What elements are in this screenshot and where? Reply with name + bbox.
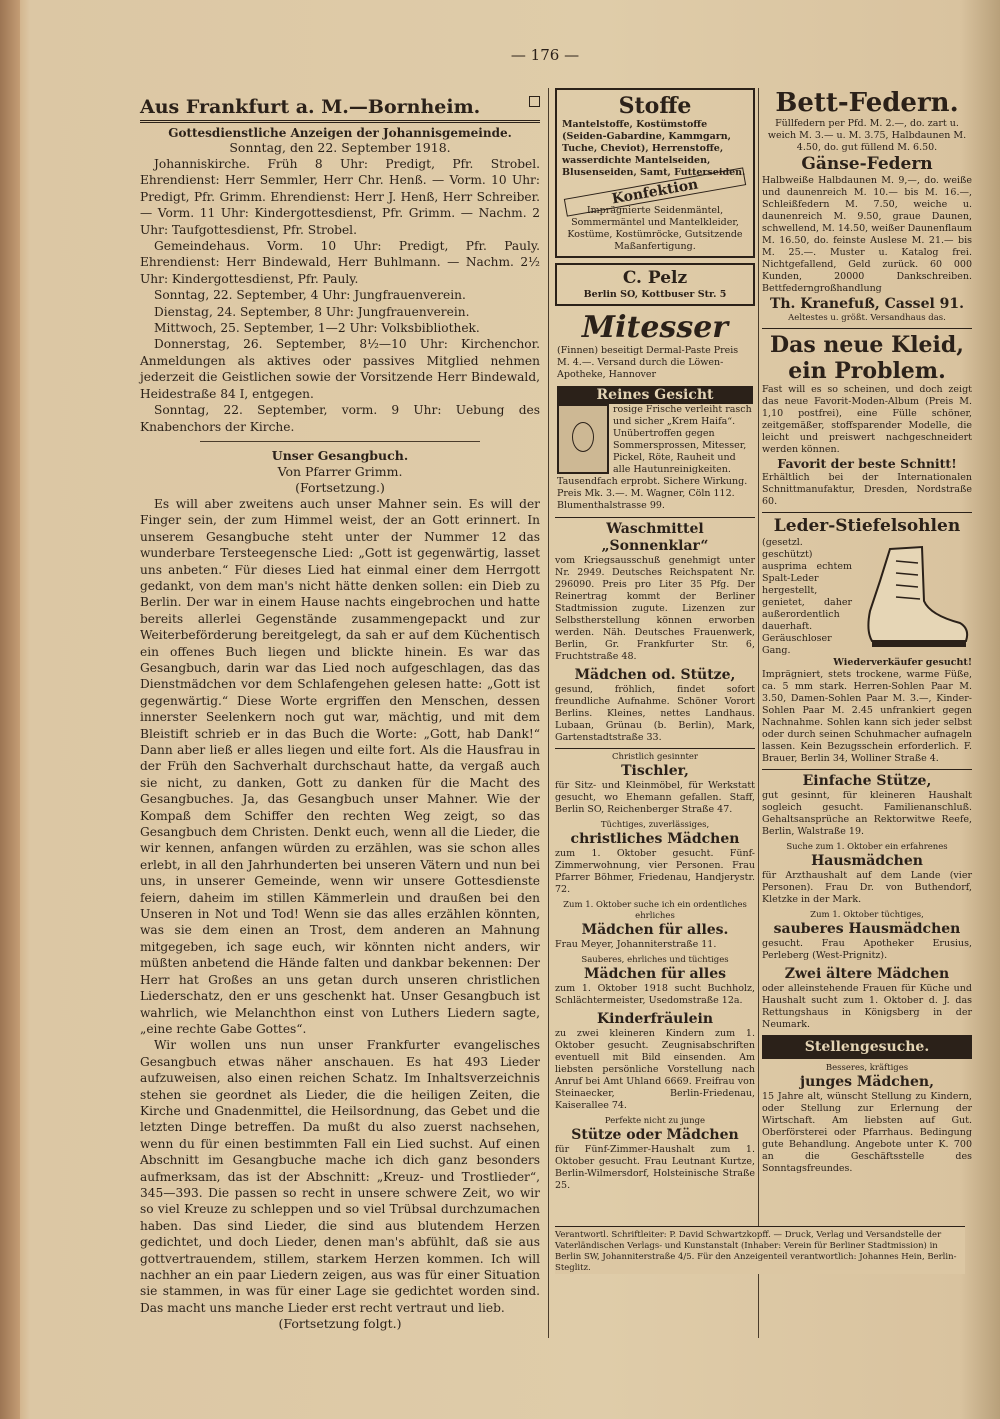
notice-paragraph: Gemeindehaus. Vorm. 10 Uhr: Predigt, Pfr. Pauly. Ehrendienst: Herr Bindewald, Herr Buhlmann. — Nachm. 2½ Uhr: Kindergottesdienst, Pfr. Pauly. — [140, 239, 540, 286]
ad-title: Mädchen für alles. — [581, 922, 729, 938]
ad-title: Einfache Stütze, — [802, 773, 932, 789]
ad-stoffe — [555, 88, 755, 258]
ad-konfektion-label: Konfektion — [564, 167, 746, 216]
article-author: Von Pfarrer Grimm. — [277, 463, 403, 479]
divider — [200, 441, 480, 442]
ad-title: Zwei ältere Mädchen — [784, 966, 950, 982]
ad-title: Das neue Kleid, — [770, 332, 964, 358]
column-rule — [548, 88, 549, 1338]
article-paragraph: Wir wollen uns nun unser Frankfurter evangelisches Gesangbuch etwas näher anschauen. Es hat 493 Lieder aufzuweisen, also einen reichen Schatz. Im Inhaltsverzeichnis stehen sie geordnet als Lieder, die die heiligen Zeiten, die Kirche und Gnadenmittel, die Heilsordnung, das Gebet und die letzten Dinge betreffen. Da mußt du also zuerst nachsehen, wenn du für einen bestimmten Fall ein Lied suchst. Auf einen Abschnitt im Gesangbuche mache ich dich ganz besonders aufmerksam, das ist der Abschnitt: „Kreuz- und Trostlieder“, 345—393. Die passen so recht in unsere schwere Zeit, wo wir so viel Kreuze zu schleppen und so viel Trübsal durchzumachen haben. Das sind Lieder, die sind aus blutendem Herzen gedichtet, und doch Lieder, denen man's abfühlt, daß sie aus gottvertrauendem, stillem, starkem Herzen kommen. Ich will nachher an ein paar Liedern zeigen, aus was für einer Situation sie stammen, in was für einer Lage sie gedichtet worden sind. Das macht uns manche Lieder erst recht vertraut und lieb. — [140, 1038, 540, 1315]
notices-subheading: Gottesdienstliche Anzeigen der Johannisgemeinde. — [168, 126, 512, 140]
ad-pretitle: Christlich gesinnter — [612, 752, 698, 762]
ad-text: 15 Jahre alt, wünscht Stellung zu Kindern, oder Stellung zur Erlernung der Wirtschaft. Am liebsten auf Gut. Oberförsterei oder Pfarrhaus. Bedingung gute Behandlung. Angebote unter K. 700 an die Geschäftsstelle des Sonntagsfreundes. — [762, 1091, 972, 1174]
ad-text: vom Kriegsausschuß genehmigt unter Nr. 2949. Deutsches Reichspatent Nr. 296090. Preis pro Liter 35 Pfg. Der Reinertrag kommt der Berliner Stadtmission zugute. Lizenzen zur Selbstherstellung können erworben werden. Näh. Deutsches Frauenwerk, Berlin, Gr. Frankfurter Str. 6, Fruchtstraße 48. — [555, 555, 755, 662]
shoe-illustration-wrap — [762, 537, 972, 657]
ad-title: Hausmädchen — [811, 853, 923, 869]
ad-sauberes-hausmaedchen — [762, 910, 972, 962]
ad-title: christliches Mädchen — [570, 831, 740, 847]
notice-paragraph: Sonntag, 22. September, vorm. 9 Uhr: Uebung des Knabenchors der Kirche. — [140, 403, 540, 434]
boot-icon — [852, 541, 972, 657]
ad-text: (gesetzl. geschützt) ausprima echtem Spalt-Leder hergestellt, genietet, daher außerordentlich dauerhaft. Geräuschloser Gang. — [762, 537, 852, 656]
ad-pelz — [555, 263, 755, 306]
ad-title: ein Problem. — [788, 358, 946, 384]
ad-text: Füllfedern per Pfd. M. 2.—, do. zart u. weich M. 3.— u. M. 3.75, Halbdaunen M. 4.50, do. gut füllend M. 6.50. — [767, 118, 967, 153]
ad-text: (Finnen) beseitigt Dermal-Paste Preis M. 4.—. Versand durch die Löwen-Apotheke, Hannover — [557, 345, 739, 380]
ad-title: Stütze oder Mädchen — [571, 1127, 739, 1143]
ad-text: Imprägniert, stets trockene, warme Füße, ca. 5 mm stark. Herren-Sohlen Paar M. 3.50, Damen-Sohlen Paar M. 3.—, Kinder-Sohlen Paar M. 2.45 unfrankiert gegen Nachnahme. Sohlen kann sich jeder selbst oder durch seinen Schuhmacher aufnageln lassen. Kein Bezugsschein erforderlich. F. Brauer, Berlin 34, Wolliner Straße 4. — [762, 669, 972, 764]
ad-title: Leder-Stiefelsohlen — [773, 516, 961, 536]
ad-pretitle: Perfekte nicht zu junge — [604, 1116, 706, 1126]
ad-text: zum 1. Oktober gesucht. Fünf-Zimmerwohnung, vier Personen. Frau Pfarrer Böhmer, Friedenau, Handjerystr. 72. — [555, 848, 755, 895]
ad-text: zu zwei kleineren Kindern zum 1. Oktober gesucht. Zeugnisabschriften eventuell mit Bild einsenden. Am liebsten persönliche Vorstellung nach Anruf bei Amt Uhland 6669. Freifrau von Steinaecker, Berlin-Friedenau, Kaiserallee 74. — [555, 1028, 755, 1111]
section-heading-text: Aus Frankfurt a. M.—Bornheim. — [140, 96, 481, 118]
ad-title: Gänse-Federn — [801, 154, 933, 174]
article-paragraph: Es will aber zweitens auch unser Mahner sein. Es will der Finger sein, der zum Himmel weist, der an Gott erinnert. In unserem Gesangbuche steht unter der Nummer 12 das wunderbare Tersteegensche Lied: „Gott ist gegenwärtig, lasset uns anbeten.“ Für dieses Lied hat einmal einer dem Herrgott gedankt, von dem man's nicht hätte denken sollen: ein Dieb zu Berlin. Der war in einem Hause nachts eingebrochen und hatte bereits allerlei Gegenstände zusammengepackt und zur Weiterbeförderung bereitgelegt, da sah er auf dem Küchentisch ein offenes Buch liegen und blickte hinein. Es war das Gesangbuch, darin war das Lied noch aufgeschlagen, das das Dienstmädchen vor dem Schlafengehen gelesen hatte: „Gott ist gegenwärtig.“ Diese Worte ergriffen den Menschen, dessen innerster Seelenkern noch gut war, mächtig, und mit dem Bleistift schrieb er in das Buch die Worte: „Gott, hab Dank!“ Dann aber ließ er alles liegen und eilte fort. Als die Hausfrau in der Früh den Sachverhalt durchschaut hatte, da vergaß auch sie nicht, zu danken, Gott zu danken für die Macht des Gesangbuches. Ja, das Gesangbuch unser Mahner. Wie der Kompaß dem Schiffer den rechten Weg zeigt, so das Gesangbuch dem Christen. Denkt euch, wenn all die Lieder, die wir kennen, anfangen würden zu erzählen, was sie schon alles erlebt, in all den Jahrhunderten bei unseren Vätern und nun bei uns, in unserer Gemeinde, wenn wir unsere Gottesdienste feiern, daheim im stillen Kämmerlein und draußen bei den Unseren in Not und Tod! Wenn sie das alles erzählen könnten, was sie dem einen an Trost, dem anderen an Mahnung mitgegeben, ich sage euch, wir könnten nicht anders, wir müßten anbetend die Hände falten und dankbar bekennen: Der Herr hat Großes an uns getan durch unseren christlichen Liederschatz, den er uns geschenkt hat. Unser Gesangbuch ist wahrlich, wie Melanchthon einst von Luthers Liedern sagte, „eine rechte Gabe Gottes“. — [140, 496, 540, 1036]
ad-stuetze-oder-maedchen — [555, 1116, 755, 1192]
book-binding — [0, 0, 20, 1419]
stellengesuche-banner: Stellengesuche. — [762, 1035, 972, 1059]
ad-slogan: Favorit der beste Schnitt! — [777, 456, 957, 471]
article-continuation: (Fortsetzung.) — [295, 479, 385, 495]
ad-text: für Fünf-Zimmer-Haushalt zum 1. Oktober gesucht. Frau Leutnant Kurtze, Berlin-Wilmersdorf, Holsteinische Straße 25. — [555, 1144, 755, 1191]
ad-bettfedern — [762, 88, 972, 324]
ad-einfache-stuetze — [762, 769, 972, 838]
ad-waschmittel — [555, 517, 755, 663]
ad-title: Waschmittel „Sonnenklar“ — [601, 521, 709, 554]
ad-text: gesucht. Frau Apotheker Erusius, Perleberg (West-Prignitz). — [762, 938, 972, 961]
ad-leder-sohlen — [762, 512, 972, 765]
ad-text: Frau Meyer, Johanniterstraße 11. — [555, 939, 717, 950]
ad-text: für Arzthaushalt auf dem Lande (vier Personen). Frau Dr. von Buthendorf, Kletzke in der Mark. — [762, 870, 972, 905]
ad-neues-kleid — [762, 328, 972, 508]
notice-paragraph: Donnerstag, 26. September, 8½—10 Uhr: Kirchenchor. Anmeldungen als aktives oder passives Mitglied nehmen jederzeit die Geistlichen sowie der Vorsitzende Herr Bindewald, Heidestraße 84 I, entgegen. — [140, 337, 540, 401]
ad-slogan: Wiederverkäufer gesucht! — [833, 657, 972, 668]
ad-pretitle: Zum 1. Oktober suche ich ein ordentliches ehrliches — [563, 900, 747, 921]
ad-hausmaedchen — [762, 842, 972, 906]
ad-zwei-aeltere-maedchen — [762, 966, 972, 1031]
ad-mitesser — [555, 311, 755, 381]
page-number: — 176 — — [510, 46, 580, 64]
ad-kinderfraeulein — [555, 1011, 755, 1112]
ad-title: Mädchen od. Stütze, — [574, 667, 736, 683]
ad-text: Mantelstoffe, Kostümstoffe (Seiden-Gabardine, Kammgarn, Tuche, Cheviot), Herrenstoffe, wasserdichte Mantelseiden, Blusenseiden, Samt, Futterseiden. — [562, 119, 746, 178]
ad-title: Reines Gesicht — [557, 386, 753, 404]
ad-title: C. Pelz — [622, 268, 688, 288]
ad-title: Mitesser — [581, 310, 729, 345]
ad-title: Kinderfräulein — [596, 1011, 714, 1027]
ad-christliches-maedchen — [555, 820, 755, 896]
ad-text: oder alleinstehende Frauen für Küche und Haushalt sucht zum 1. Oktober d. J. das Rettungshaus in Königsberg in der Neumark. — [762, 983, 972, 1030]
ad-pretitle: Zum 1. Oktober tüchtiges, — [810, 910, 924, 920]
ads-column-right — [762, 88, 972, 1328]
face-illustration — [557, 404, 609, 474]
square-box-icon — [529, 96, 540, 107]
ad-text: Imprägnierte Seidenmäntel, Sommermäntel und Mantelkleider, Kostüme, Kostümröcke, Gutsitzende Maßanfertigung. — [567, 205, 743, 252]
ad-junges-maedchen — [762, 1063, 972, 1175]
ad-company-sub: Aeltestes u. größt. Versandhaus das. — [788, 313, 946, 323]
section-heading — [140, 96, 540, 123]
ad-pretitle: Besseres, kräftiges — [825, 1063, 909, 1073]
article-end: (Fortsetzung folgt.) — [278, 1316, 402, 1332]
ad-pretitle: Suche zum 1. Oktober ein erfahrenes — [786, 842, 948, 852]
ad-title: Tischler, — [621, 763, 689, 779]
ad-maedchen-stuetze — [555, 667, 755, 744]
article-title: Unser Gesangbuch. — [271, 447, 409, 463]
notice-paragraph: Mittwoch, 25. September, 1—2 Uhr: Volksbibliothek. — [154, 321, 480, 336]
ad-title: junges Mädchen, — [800, 1074, 934, 1090]
ad-tischler — [555, 748, 755, 816]
ad-title: Bett-Federn. — [775, 88, 959, 118]
ad-text: für Sitz- und Kleinmöbel, für Werkstatt gesucht, wo Ehemann gefallen. Staff, Berlin SO, Reichenberger Straße 47. — [555, 780, 755, 815]
ad-title: Mädchen für alles — [584, 966, 726, 982]
ad-pretitle: Sauberes, ehrliches und tüchtiges — [581, 955, 729, 965]
notice-paragraph: Johanniskirche. Früh 8 Uhr: Predigt, Pfr. Strobel. Ehrendienst: Herr Semmler, Herr Chr. Henß. — Vorm. 10 Uhr: Predigt, Pfr. Grimm. Ehrendienst: Herr J. Henß, Herr Schreiber. — Vorm. 11 Uhr: Kindergottesdienst, Pfr. Grimm. — Nachm. 2 Uhr: Taufgottesdienst, Pfr. Strobel. — [140, 157, 540, 237]
ad-title: sauberes Hausmädchen — [773, 921, 961, 937]
ad-text: gut gesinnt, für kleineren Haushalt sogleich gesucht. Familienanschluß. Gehaltsansprüche an Rektorwitwe Reefe, Berlin, Walstraße 19. — [762, 790, 972, 837]
ad-text: gesund, fröhlich, findet sofort freundliche Aufnahme. Schöner Vorort Berlins. Kleines, nettes Landhaus. Lubaan, Grünau (b. Berlin), Mark, Gartenstadtstraße 33. — [555, 684, 755, 743]
ads-column-middle — [555, 88, 755, 1348]
notice-paragraph: Sonntag, 22. September, 4 Uhr: Jungfrauenverein. — [154, 288, 466, 303]
ad-address: Berlin SO, Kottbuser Str. 5 — [583, 289, 727, 300]
notice-paragraph: Dienstag, 24. September, 8 Uhr: Jungfrauenverein. — [154, 304, 470, 319]
ad-company: Th. Kranefuß, Cassel 91. — [769, 296, 965, 312]
ad-text: Erhältlich bei der Internationalen Schnittmanufaktur, Dresden, Nordstraße 60. — [762, 472, 972, 507]
column-rule — [758, 88, 759, 1338]
notices-date: Sonntag, den 22. September 1918. — [229, 140, 451, 155]
ad-maedchen-fuer-alles — [555, 955, 755, 1007]
imprint-footer: Verantwortl. Schriftleiter: P. David Schwartzkopff. — Druck, Verlag und Versandstelle der Vaterländischen Verlags- und Kunstanstalt (Inhaber: Verein für Berliner Stadtmission) in Berlin SW, Johanniterstraße 4/5. Für den Anzeigenteil verantwortlich: Johannes Hein, Berlin-Steglitz. — [555, 1226, 965, 1274]
ad-text: Halbweiße Halbdaunen M. 9,—, do. weiße und daunenreich M. 10.— bis M. 16.—, Schleißfedern M. 7.50, weiche u. daunenreich M. 9.50, graue Daunen, schwellend, M. 14.50, weißer Daunenflaum M. 16.50, do. feinste Auslese M. 21.— bis M. 25.—. Muster u. Katalog frei. Nichtgefallend, Geld zurück. 60 000 Kunden, 20000 Dankschreiben. Bettfederngroßhandlung — [762, 175, 972, 294]
ad-reines-gesicht — [555, 386, 755, 512]
ad-text: Fast will es so scheinen, und doch zeigt das neue Favorit-Moden-Album (Preis M. 1,10 postfrei), eine Fülle schöner, zeitgemäßer, stoffsparender Modelle, die leicht und preiswert nachgeschneidert werden können. — [762, 384, 972, 455]
ad-maedchen-fuer-alles — [555, 900, 755, 951]
ad-text: zum 1. Oktober 1918 sucht Buchholz, Schlächtermeister, Usedomstraße 12a. — [555, 983, 755, 1006]
ad-title: Stoffe — [618, 93, 692, 119]
ad-pretitle: Tüchtiges, zuverlässiges, — [600, 820, 710, 830]
article-column — [140, 96, 540, 1332]
ad-text: rosige Frische verleiht rasch und sicher „Krem Haifa“. Unübertroffen gegen Sommersprossen, Mitesser, Pickel, Röte, Rauheit und alle Hautunreinigkeiten. Tausendfach erprobt. Sichere Wirkung. Preis Mk. 3.—. M. Wagner, Cöln 112. Blumenthalstrasse 99. — [557, 404, 752, 511]
